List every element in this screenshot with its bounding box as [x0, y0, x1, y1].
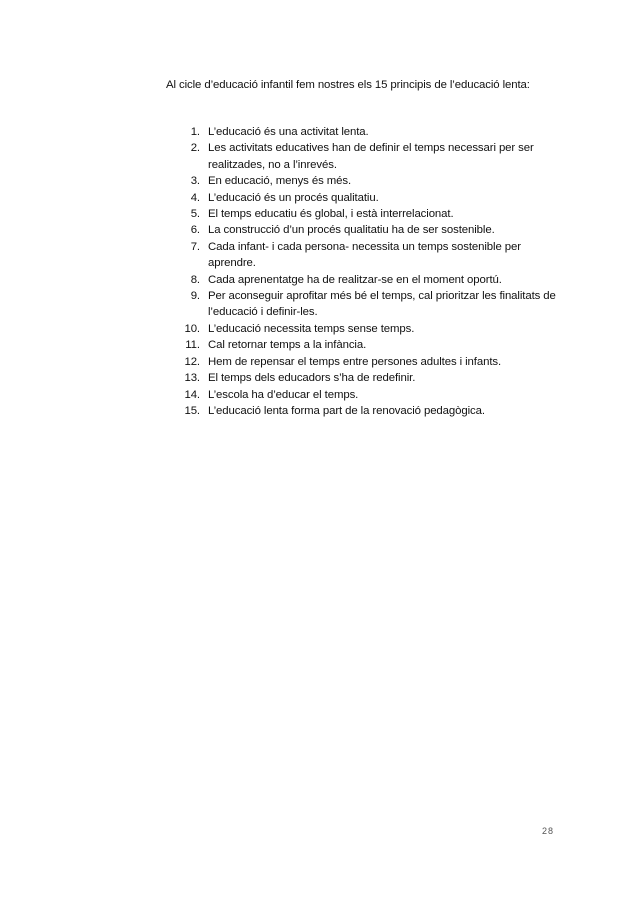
page-number: 28	[541, 826, 554, 836]
list-item-number: 9.	[190, 290, 200, 303]
list-item-number: 7.	[190, 240, 200, 253]
list-item	[176, 337, 556, 353]
list-item-text: Hem de repensar el temps entre persones adultes i infants.	[208, 355, 502, 368]
list-item	[176, 222, 556, 238]
list-item	[176, 272, 556, 288]
list-item-number: 3.	[190, 175, 200, 188]
principles-list	[176, 124, 556, 419]
intro-paragraph: Al cicle d’educació infantil fem nostres els 15 principis de l’educació lenta:	[166, 79, 530, 91]
list-item-number: 8.	[190, 273, 200, 286]
list-item-number: 2.	[190, 142, 200, 155]
list-item	[176, 321, 556, 337]
list-item-text: El temps educatiu és global, i està interrelacionat.	[208, 208, 454, 221]
list-item	[176, 387, 556, 403]
list-item	[176, 140, 556, 173]
list-item-text: Cal retornar temps a la infància.	[208, 339, 367, 352]
list-item	[176, 239, 556, 272]
list-item	[176, 288, 556, 321]
list-item-text: Les activitats educatives han de definir el temps necessari per ser realitzades, no a l’inrevés.	[208, 142, 534, 171]
list-item-number: 15.	[184, 404, 200, 417]
list-item-text: El temps dels educadors s’ha de redefinir.	[208, 372, 416, 385]
list-item-number: 10.	[184, 322, 200, 335]
list-item-text: L’educació és un procés qualitatiu.	[208, 191, 379, 204]
list-item-text: Cada infant- i cada persona- necessita un temps sostenible per aprendre.	[208, 240, 521, 270]
list-item-text: Per aconseguir aprofitar més bé el temps, cal prioritzar les finalitats de l’educació i definir-les.	[208, 290, 556, 319]
list-item-number: 11.	[185, 339, 200, 352]
list-item-number: 5.	[190, 208, 200, 221]
list-item-text: L’educació lenta forma part de la renovació pedagògica.	[208, 404, 485, 417]
list-item-number: 13.	[184, 372, 200, 385]
list-item	[176, 190, 556, 206]
list-item	[176, 206, 556, 222]
list-item-text: L’educació és una activitat lenta.	[208, 126, 369, 138]
list-item-text: La construcció d’un procés qualitatiu ha de ser sostenible.	[208, 224, 495, 237]
list-item	[176, 124, 556, 140]
list-item-text: Cada aprenentatge ha de realitzar-se en el moment oportú.	[208, 273, 502, 286]
list-item-text: L’escola ha d’educar el temps.	[208, 388, 359, 401]
list-item-number: 4.	[190, 191, 200, 204]
list-item-number: 14.	[184, 388, 200, 401]
list-item-number: 6.	[190, 224, 200, 237]
list-item	[176, 403, 556, 419]
list-item-text: En educació, menys és més.	[208, 175, 352, 188]
list-item	[176, 370, 556, 386]
list-item	[176, 173, 556, 189]
list-item-number: 1.	[190, 126, 200, 138]
list-item	[176, 354, 556, 370]
list-item-text: L’educació necessita temps sense temps.	[208, 322, 415, 335]
list-item-number: 12.	[184, 355, 200, 368]
